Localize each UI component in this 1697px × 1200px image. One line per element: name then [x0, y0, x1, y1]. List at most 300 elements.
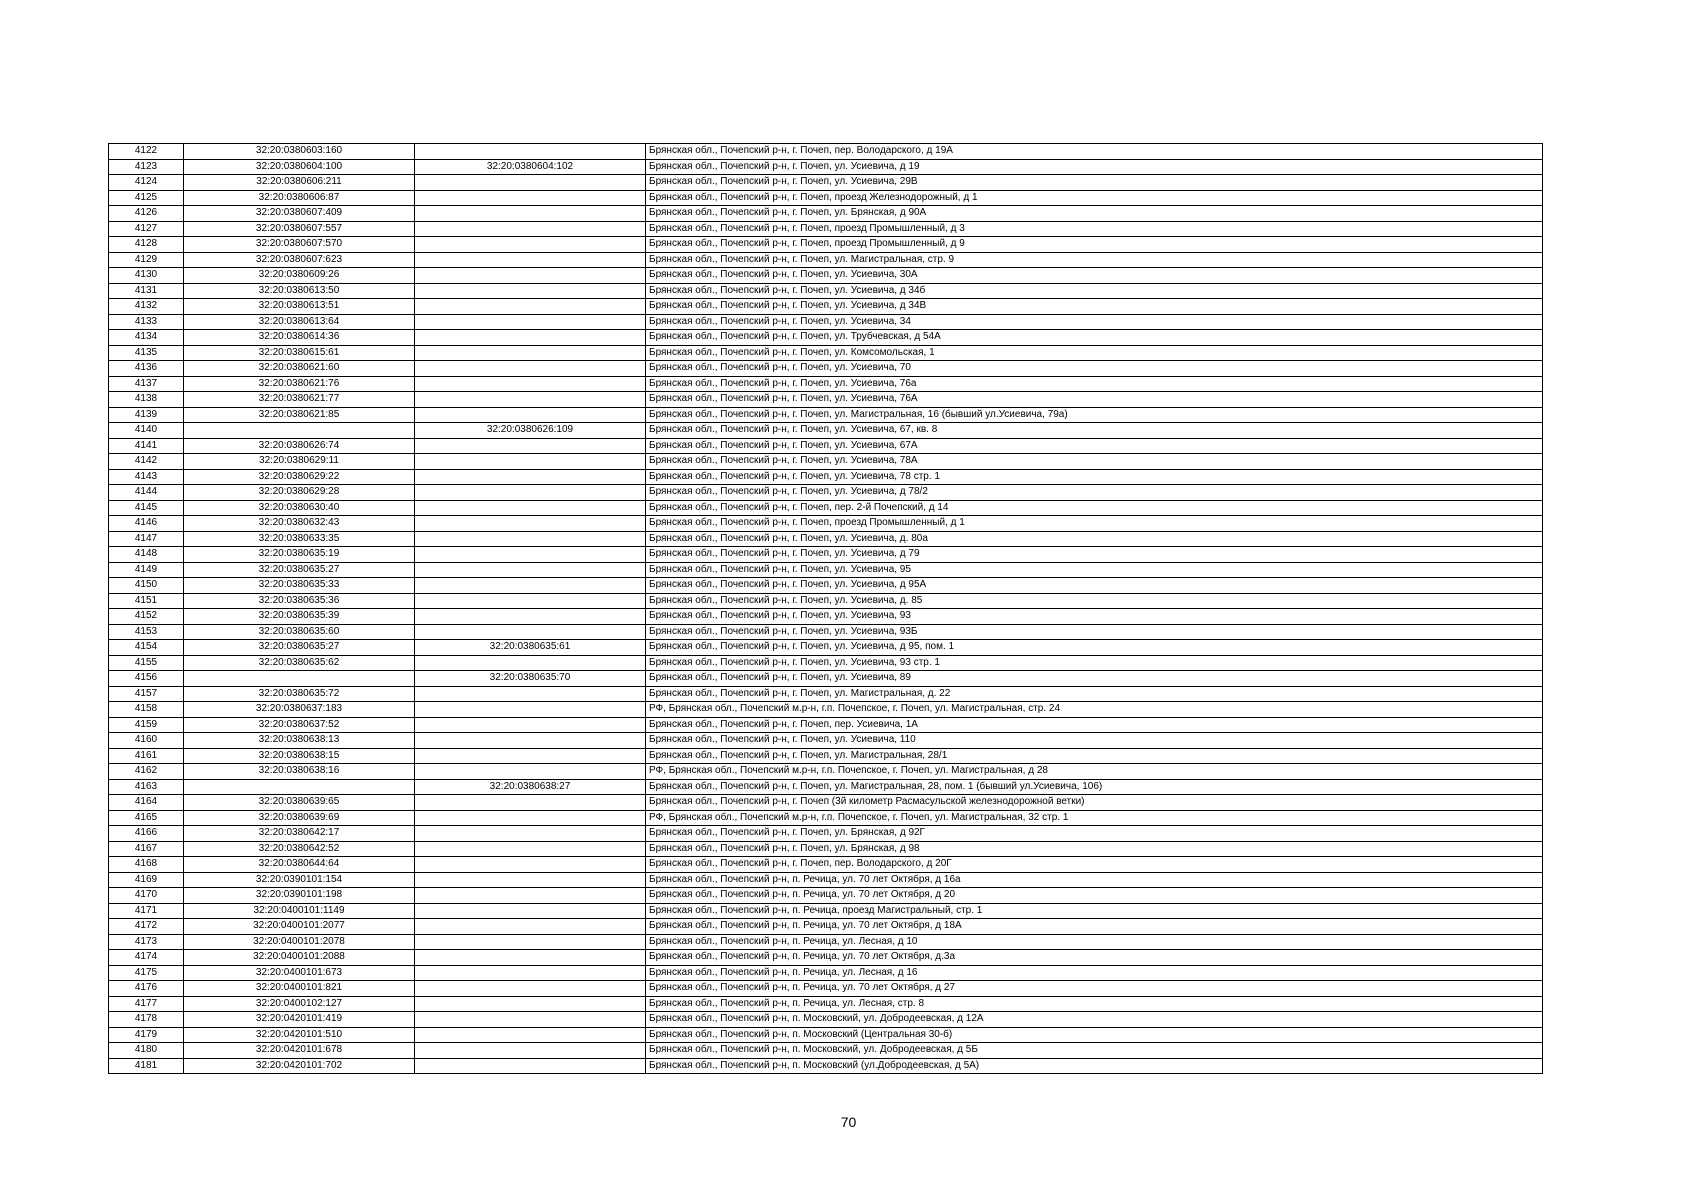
table-row	[109, 779, 1543, 795]
address-cell: Брянская обл., Почепский р-н, г. Почеп, ул. Усиевича, д 79	[646, 547, 1543, 563]
cadastral-number-cell: 32:20:0380629:11	[184, 454, 415, 470]
cadastral-number-cell: 32:20:0380607:623	[184, 252, 415, 268]
table-row	[109, 392, 1543, 408]
table-row	[109, 407, 1543, 423]
table-row	[109, 981, 1543, 997]
cadastral-number-cell	[184, 423, 415, 439]
cadastral-number-cell: 32:20:0380615:61	[184, 345, 415, 361]
related-cadastral-number-cell	[415, 392, 646, 408]
address-cell: Брянская обл., Почепский р-н, п. Речица, ул. Лесная, д 10	[646, 934, 1543, 950]
table-row	[109, 655, 1543, 671]
address-cell: Брянская обл., Почепский р-н, г. Почеп, ул. Комсомольская, 1	[646, 345, 1543, 361]
address-cell: Брянская обл., Почепский р-н, г. Почеп, ул. Усиевича, д 78/2	[646, 485, 1543, 501]
table-row	[109, 640, 1543, 656]
table-row	[109, 531, 1543, 547]
table-row	[109, 314, 1543, 330]
related-cadastral-number-cell	[415, 624, 646, 640]
table-row	[109, 733, 1543, 749]
cadastral-number-cell: 32:20:0380635:72	[184, 686, 415, 702]
cadastral-number-cell: 32:20:0380613:51	[184, 299, 415, 315]
table-row	[109, 516, 1543, 532]
cadastral-number-cell: 32:20:0380635:33	[184, 578, 415, 594]
cadastral-number-cell: 32:20:0380637:52	[184, 717, 415, 733]
cadastral-number-cell: 32:20:0380607:409	[184, 206, 415, 222]
row-number-cell: 4159	[109, 717, 184, 733]
address-cell: Брянская обл., Почепский р-н, п. Московский, ул. Добродеевская, д 12А	[646, 1012, 1543, 1028]
cadastral-number-cell: 32:20:0390101:198	[184, 888, 415, 904]
cadastral-number-cell: 32:20:0420101:419	[184, 1012, 415, 1028]
row-number-cell: 4180	[109, 1043, 184, 1059]
table-row	[109, 593, 1543, 609]
table-row	[109, 950, 1543, 966]
cadastral-number-cell: 32:20:0400101:2077	[184, 919, 415, 935]
table-row	[109, 965, 1543, 981]
cadastral-number-cell: 32:20:0400101:2078	[184, 934, 415, 950]
table-row	[109, 237, 1543, 253]
table-row	[109, 206, 1543, 222]
related-cadastral-number-cell	[415, 438, 646, 454]
related-cadastral-number-cell	[415, 469, 646, 485]
row-number-cell: 4136	[109, 361, 184, 377]
related-cadastral-number-cell	[415, 841, 646, 857]
cadastral-number-cell: 32:20:0380642:52	[184, 841, 415, 857]
address-cell: Брянская обл., Почепский р-н, г. Почеп, ул. Усиевича, 93Б	[646, 624, 1543, 640]
address-cell: Брянская обл., Почепский р-н, г. Почеп, ул. Магистральная, 28, пом. 1 (бывший ул.Усиевича, 106)	[646, 779, 1543, 795]
cadastral-number-cell: 32:20:0380621:60	[184, 361, 415, 377]
cadastral-number-cell: 32:20:0380635:62	[184, 655, 415, 671]
row-number-cell: 4143	[109, 469, 184, 485]
table-row	[109, 190, 1543, 206]
address-cell: Брянская обл., Почепский р-н, г. Почеп, ул. Усиевича, д 95А	[646, 578, 1543, 594]
address-cell: Брянская обл., Почепский р-н, г. Почеп, ул. Брянская, д 90А	[646, 206, 1543, 222]
row-number-cell: 4169	[109, 872, 184, 888]
cadastral-number-cell: 32:20:0380638:15	[184, 748, 415, 764]
address-cell: РФ, Брянская обл., Почепский м.р-н, г.п. Почепское, г. Почеп, ул. Магистральная, д 28	[646, 764, 1543, 780]
cadastral-number-cell: 32:20:0380635:60	[184, 624, 415, 640]
row-number-cell: 4172	[109, 919, 184, 935]
table-row	[109, 345, 1543, 361]
related-cadastral-number-cell	[415, 655, 646, 671]
related-cadastral-number-cell	[415, 857, 646, 873]
row-number-cell: 4163	[109, 779, 184, 795]
address-cell: Брянская обл., Почепский р-н, г. Почеп, ул. Усиевича, 67, кв. 8	[646, 423, 1543, 439]
row-number-cell: 4135	[109, 345, 184, 361]
related-cadastral-number-cell: 32:20:0380635:61	[415, 640, 646, 656]
address-cell: Брянская обл., Почепский р-н, г. Почеп, ул. Усиевича, 93	[646, 609, 1543, 625]
related-cadastral-number-cell	[415, 764, 646, 780]
cadastral-number-cell: 32:20:0380621:76	[184, 376, 415, 392]
address-cell: Брянская обл., Почепский р-н, п. Московский (ул.Добродеевская, д 5А)	[646, 1058, 1543, 1074]
table-row	[109, 857, 1543, 873]
cadastral-number-cell: 32:20:0380635:27	[184, 640, 415, 656]
address-cell: Брянская обл., Почепский р-н, п. Речица, ул. 70 лет Октября, д.3а	[646, 950, 1543, 966]
address-cell: Брянская обл., Почепский р-н, п. Речица, ул. 70 лет Октября, д 16а	[646, 872, 1543, 888]
related-cadastral-number-cell	[415, 1058, 646, 1074]
table-row	[109, 609, 1543, 625]
related-cadastral-number-cell	[415, 981, 646, 997]
address-cell: Брянская обл., Почепский р-н, п. Московский (Центральная 30-б)	[646, 1027, 1543, 1043]
row-number-cell: 4157	[109, 686, 184, 702]
cadastral-number-cell	[184, 671, 415, 687]
related-cadastral-number-cell	[415, 516, 646, 532]
cadastral-number-cell: 32:20:0380629:28	[184, 485, 415, 501]
related-cadastral-number-cell	[415, 1027, 646, 1043]
table-row	[109, 376, 1543, 392]
row-number-cell: 4140	[109, 423, 184, 439]
row-number-cell: 4149	[109, 562, 184, 578]
row-number-cell: 4144	[109, 485, 184, 501]
row-number-cell: 4151	[109, 593, 184, 609]
row-number-cell: 4158	[109, 702, 184, 718]
table-row	[109, 671, 1543, 687]
cadastral-number-cell: 32:20:0380637:183	[184, 702, 415, 718]
related-cadastral-number-cell	[415, 345, 646, 361]
row-number-cell: 4127	[109, 221, 184, 237]
row-number-cell: 4141	[109, 438, 184, 454]
row-number-cell: 4132	[109, 299, 184, 315]
related-cadastral-number-cell	[415, 252, 646, 268]
row-number-cell: 4122	[109, 144, 184, 160]
row-number-cell: 4160	[109, 733, 184, 749]
address-cell: Брянская обл., Почепский р-н, г. Почеп, ул. Усиевича, 89	[646, 671, 1543, 687]
related-cadastral-number-cell	[415, 795, 646, 811]
row-number-cell: 4165	[109, 810, 184, 826]
cadastral-number-cell: 32:20:0380639:65	[184, 795, 415, 811]
table-row	[109, 795, 1543, 811]
row-number-cell: 4130	[109, 268, 184, 284]
address-cell: Брянская обл., Почепский р-н, г. Почеп, пер. 2-й Почепский, д 14	[646, 500, 1543, 516]
address-cell: Брянская обл., Почепский р-н, г. Почеп, ул. Усиевича, 95	[646, 562, 1543, 578]
related-cadastral-number-cell	[415, 221, 646, 237]
table-row	[109, 423, 1543, 439]
row-number-cell: 4134	[109, 330, 184, 346]
related-cadastral-number-cell	[415, 485, 646, 501]
registry-table	[108, 143, 1543, 1074]
row-number-cell: 4137	[109, 376, 184, 392]
related-cadastral-number-cell	[415, 547, 646, 563]
address-cell: Брянская обл., Почепский р-н, г. Почеп, ул. Магистральная, стр. 9	[646, 252, 1543, 268]
table-row	[109, 841, 1543, 857]
table-row	[109, 748, 1543, 764]
address-cell: Брянская обл., Почепский р-н, г. Почеп, ул. Усиевича, 67А	[646, 438, 1543, 454]
related-cadastral-number-cell	[415, 283, 646, 299]
row-number-cell: 4138	[109, 392, 184, 408]
table-row	[109, 547, 1543, 563]
related-cadastral-number-cell	[415, 175, 646, 191]
table-row	[109, 438, 1543, 454]
related-cadastral-number-cell	[415, 810, 646, 826]
row-number-cell: 4178	[109, 1012, 184, 1028]
related-cadastral-number-cell	[415, 888, 646, 904]
row-number-cell: 4168	[109, 857, 184, 873]
table-row	[109, 903, 1543, 919]
cadastral-number-cell: 32:20:0400101:821	[184, 981, 415, 997]
row-number-cell: 4128	[109, 237, 184, 253]
address-cell: Брянская обл., Почепский р-н, г. Почеп, ул. Усиевича, 76А	[646, 392, 1543, 408]
related-cadastral-number-cell	[415, 144, 646, 160]
address-cell: Брянская обл., Почепский р-н, г. Почеп, ул. Усиевича, д 19	[646, 159, 1543, 175]
related-cadastral-number-cell	[415, 268, 646, 284]
related-cadastral-number-cell	[415, 531, 646, 547]
table-row	[109, 283, 1543, 299]
table-row	[109, 717, 1543, 733]
address-cell: Брянская обл., Почепский р-н, г. Почеп, ул. Брянская, д 98	[646, 841, 1543, 857]
row-number-cell: 4133	[109, 314, 184, 330]
address-cell: Брянская обл., Почепский р-н, г. Почеп, ул. Усиевича, 78А	[646, 454, 1543, 470]
address-cell: Брянская обл., Почепский р-н, г. Почеп, пер. Усиевича, 1А	[646, 717, 1543, 733]
address-cell: Брянская обл., Почепский р-н, г. Почеп, пер. Володарского, д 20Г	[646, 857, 1543, 873]
row-number-cell: 4131	[109, 283, 184, 299]
row-number-cell: 4179	[109, 1027, 184, 1043]
table-row	[109, 221, 1543, 237]
table-row	[109, 919, 1543, 935]
address-cell: Брянская обл., Почепский р-н, г. Почеп, проезд Промышленный, д 1	[646, 516, 1543, 532]
cadastral-number-cell: 32:20:0380638:16	[184, 764, 415, 780]
address-cell: Брянская обл., Почепский р-н, г. Почеп, ул. Усиевича, д 34б	[646, 283, 1543, 299]
row-number-cell: 4155	[109, 655, 184, 671]
row-number-cell: 4142	[109, 454, 184, 470]
row-number-cell: 4145	[109, 500, 184, 516]
cadastral-number-cell: 32:20:0420101:510	[184, 1027, 415, 1043]
related-cadastral-number-cell: 32:20:0380638:27	[415, 779, 646, 795]
cadastral-number-cell: 32:20:0380606:87	[184, 190, 415, 206]
cadastral-number-cell: 32:20:0380613:64	[184, 314, 415, 330]
cadastral-number-cell: 32:20:0390101:154	[184, 872, 415, 888]
address-cell: Брянская обл., Почепский р-н, п. Речица, ул. 70 лет Октября, д 27	[646, 981, 1543, 997]
cadastral-number-cell: 32:20:0400101:1149	[184, 903, 415, 919]
row-number-cell: 4123	[109, 159, 184, 175]
address-cell: Брянская обл., Почепский р-н, п. Речица, проезд Магистральный, стр. 1	[646, 903, 1543, 919]
table-row	[109, 826, 1543, 842]
cadastral-number-cell: 32:20:0380629:22	[184, 469, 415, 485]
related-cadastral-number-cell	[415, 314, 646, 330]
address-cell: Брянская обл., Почепский р-н, г. Почеп, ул. Трубчевская, д 54А	[646, 330, 1543, 346]
cadastral-number-cell: 32:20:0400102:127	[184, 996, 415, 1012]
table-row	[109, 361, 1543, 377]
table-row	[109, 159, 1543, 175]
related-cadastral-number-cell	[415, 934, 646, 950]
related-cadastral-number-cell: 32:20:0380626:109	[415, 423, 646, 439]
table-row	[109, 175, 1543, 191]
row-number-cell: 4161	[109, 748, 184, 764]
address-cell: Брянская обл., Почепский р-н, г. Почеп, ул. Усиевича, д 34В	[646, 299, 1543, 315]
address-cell: Брянская обл., Почепский р-н, г. Почеп, ул. Усиевича, 78 стр. 1	[646, 469, 1543, 485]
cadastral-number-cell: 32:20:0380613:50	[184, 283, 415, 299]
table-row	[109, 1043, 1543, 1059]
related-cadastral-number-cell	[415, 361, 646, 377]
cadastral-number-cell: 32:20:0420101:678	[184, 1043, 415, 1059]
row-number-cell: 4162	[109, 764, 184, 780]
address-cell: РФ, Брянская обл., Почепский м.р-н, г.п. Почепское, г. Почеп, ул. Магистральная, стр. 24	[646, 702, 1543, 718]
cadastral-number-cell	[184, 779, 415, 795]
address-cell: Брянская обл., Почепский р-н, г. Почеп, ул. Усиевича, 93 стр. 1	[646, 655, 1543, 671]
row-number-cell: 4181	[109, 1058, 184, 1074]
row-number-cell: 4166	[109, 826, 184, 842]
table-row	[109, 330, 1543, 346]
related-cadastral-number-cell	[415, 578, 646, 594]
related-cadastral-number-cell	[415, 748, 646, 764]
cadastral-number-cell: 32:20:0380603:160	[184, 144, 415, 160]
address-cell: РФ, Брянская обл., Почепский м.р-н, г.п. Почепское, г. Почеп, ул. Магистральная, 32 стр. 1	[646, 810, 1543, 826]
row-number-cell: 4125	[109, 190, 184, 206]
row-number-cell: 4173	[109, 934, 184, 950]
table-row	[109, 578, 1543, 594]
cadastral-number-cell: 32:20:0380604:100	[184, 159, 415, 175]
table-row	[109, 500, 1543, 516]
table-row	[109, 872, 1543, 888]
table-row	[109, 485, 1543, 501]
cadastral-number-cell: 32:20:0380609:26	[184, 268, 415, 284]
table-row	[109, 299, 1543, 315]
address-cell: Брянская обл., Почепский р-н, г. Почеп, ул. Магистральная, д. 22	[646, 686, 1543, 702]
table-row	[109, 562, 1543, 578]
address-cell: Брянская обл., Почепский р-н, г. Почеп, ул. Усиевича, 110	[646, 733, 1543, 749]
row-number-cell: 4171	[109, 903, 184, 919]
row-number-cell: 4156	[109, 671, 184, 687]
address-cell: Брянская обл., Почепский р-н, п. Речица, ул. 70 лет Октября, д 18А	[646, 919, 1543, 935]
row-number-cell: 4154	[109, 640, 184, 656]
table-row	[109, 469, 1543, 485]
related-cadastral-number-cell	[415, 500, 646, 516]
related-cadastral-number-cell	[415, 872, 646, 888]
row-number-cell: 4176	[109, 981, 184, 997]
related-cadastral-number-cell	[415, 733, 646, 749]
address-cell: Брянская обл., Почепский р-н, г. Почеп, пер. Володарского, д 19А	[646, 144, 1543, 160]
related-cadastral-number-cell	[415, 330, 646, 346]
related-cadastral-number-cell	[415, 376, 646, 392]
cadastral-number-cell: 32:20:0380607:557	[184, 221, 415, 237]
cadastral-number-cell: 32:20:0380642:17	[184, 826, 415, 842]
table-row	[109, 624, 1543, 640]
cadastral-number-cell: 32:20:0380635:39	[184, 609, 415, 625]
cadastral-number-cell: 32:20:0380638:13	[184, 733, 415, 749]
cadastral-number-cell: 32:20:0380626:74	[184, 438, 415, 454]
address-cell: Брянская обл., Почепский р-н, г. Почеп, проезд Промышленный, д 9	[646, 237, 1543, 253]
address-cell: Брянская обл., Почепский р-н, п. Московский, ул. Добродеевская, д 5Б	[646, 1043, 1543, 1059]
page-number: 70	[840, 1114, 857, 1130]
related-cadastral-number-cell: 32:20:0380635:70	[415, 671, 646, 687]
table-row	[109, 268, 1543, 284]
related-cadastral-number-cell	[415, 702, 646, 718]
related-cadastral-number-cell	[415, 996, 646, 1012]
registry-table-body	[109, 144, 1543, 1074]
cadastral-number-cell: 32:20:0380635:27	[184, 562, 415, 578]
address-cell: Брянская обл., Почепский р-н, г. Почеп, ул. Усиевича, 34	[646, 314, 1543, 330]
related-cadastral-number-cell	[415, 1012, 646, 1028]
table-row	[109, 702, 1543, 718]
related-cadastral-number-cell	[415, 454, 646, 470]
row-number-cell: 4177	[109, 996, 184, 1012]
table-row	[109, 996, 1543, 1012]
related-cadastral-number-cell	[415, 299, 646, 315]
table-row	[109, 764, 1543, 780]
cadastral-number-cell: 32:20:0380607:570	[184, 237, 415, 253]
related-cadastral-number-cell	[415, 919, 646, 935]
table-row	[109, 252, 1543, 268]
row-number-cell: 4164	[109, 795, 184, 811]
related-cadastral-number-cell	[415, 965, 646, 981]
address-cell: Брянская обл., Почепский р-н, г. Почеп, ул. Усиевича, д 95, пом. 1	[646, 640, 1543, 656]
cadastral-number-cell: 32:20:0380606:211	[184, 175, 415, 191]
row-number-cell: 4124	[109, 175, 184, 191]
address-cell: Брянская обл., Почепский р-н, г. Почеп, ул. Усиевича, д. 80а	[646, 531, 1543, 547]
row-number-cell: 4148	[109, 547, 184, 563]
address-cell: Брянская обл., Почепский р-н, п. Речица, ул. Лесная, стр. 8	[646, 996, 1543, 1012]
cadastral-number-cell: 32:20:0380633:35	[184, 531, 415, 547]
table-row	[109, 934, 1543, 950]
table-row	[109, 888, 1543, 904]
address-cell: Брянская обл., Почепский р-н, г. Почеп, ул. Усиевича, д. 85	[646, 593, 1543, 609]
related-cadastral-number-cell	[415, 950, 646, 966]
row-number-cell: 4153	[109, 624, 184, 640]
cadastral-number-cell: 32:20:0380632:43	[184, 516, 415, 532]
table-row	[109, 1058, 1543, 1074]
cadastral-number-cell: 32:20:0380630:40	[184, 500, 415, 516]
related-cadastral-number-cell	[415, 1043, 646, 1059]
cadastral-number-cell: 32:20:0380644:64	[184, 857, 415, 873]
related-cadastral-number-cell	[415, 190, 646, 206]
related-cadastral-number-cell	[415, 593, 646, 609]
cadastral-number-cell: 32:20:0420101:702	[184, 1058, 415, 1074]
table-row	[109, 686, 1543, 702]
related-cadastral-number-cell	[415, 407, 646, 423]
table-row	[109, 1027, 1543, 1043]
address-cell: Брянская обл., Почепский р-н, г. Почеп, ул. Усиевича, 76а	[646, 376, 1543, 392]
row-number-cell: 4150	[109, 578, 184, 594]
related-cadastral-number-cell	[415, 717, 646, 733]
table-row	[109, 144, 1543, 160]
table-row	[109, 810, 1543, 826]
address-cell: Брянская обл., Почепский р-н, г. Почеп, проезд Железнодорожный, д 1	[646, 190, 1543, 206]
row-number-cell: 4146	[109, 516, 184, 532]
address-cell: Брянская обл., Почепский р-н, г. Почеп, ул. Усиевича, 29В	[646, 175, 1543, 191]
row-number-cell: 4147	[109, 531, 184, 547]
address-cell: Брянская обл., Почепский р-н, г. Почеп, ул. Брянская, д 92Г	[646, 826, 1543, 842]
cadastral-number-cell: 32:20:0400101:673	[184, 965, 415, 981]
related-cadastral-number-cell	[415, 826, 646, 842]
related-cadastral-number-cell	[415, 206, 646, 222]
related-cadastral-number-cell	[415, 903, 646, 919]
related-cadastral-number-cell	[415, 686, 646, 702]
address-cell: Брянская обл., Почепский р-н, г. Почеп (3й километр Расмасульской железнодорожной ветки)	[646, 795, 1543, 811]
address-cell: Брянская обл., Почепский р-н, г. Почеп, ул. Усиевича, 70	[646, 361, 1543, 377]
row-number-cell: 4175	[109, 965, 184, 981]
address-cell: Брянская обл., Почепский р-н, п. Речица, ул. Лесная, д 16	[646, 965, 1543, 981]
address-cell: Брянская обл., Почепский р-н, г. Почеп, проезд Промышленный, д 3	[646, 221, 1543, 237]
cadastral-number-cell: 32:20:0380635:19	[184, 547, 415, 563]
cadastral-number-cell: 32:20:0380639:69	[184, 810, 415, 826]
related-cadastral-number-cell	[415, 237, 646, 253]
cadastral-number-cell: 32:20:0380621:77	[184, 392, 415, 408]
table-row	[109, 1012, 1543, 1028]
cadastral-number-cell: 32:20:0400101:2088	[184, 950, 415, 966]
address-cell: Брянская обл., Почепский р-н, п. Речица, ул. 70 лет Октября, д 20	[646, 888, 1543, 904]
cadastral-number-cell: 32:20:0380635:36	[184, 593, 415, 609]
row-number-cell: 4139	[109, 407, 184, 423]
related-cadastral-number-cell	[415, 562, 646, 578]
related-cadastral-number-cell: 32:20:0380604:102	[415, 159, 646, 175]
row-number-cell: 4170	[109, 888, 184, 904]
cadastral-number-cell: 32:20:0380621:85	[184, 407, 415, 423]
row-number-cell: 4167	[109, 841, 184, 857]
row-number-cell: 4152	[109, 609, 184, 625]
row-number-cell: 4174	[109, 950, 184, 966]
address-cell: Брянская обл., Почепский р-н, г. Почеп, ул. Магистральная, 28/1	[646, 748, 1543, 764]
row-number-cell: 4126	[109, 206, 184, 222]
table-row	[109, 454, 1543, 470]
row-number-cell: 4129	[109, 252, 184, 268]
address-cell: Брянская обл., Почепский р-н, г. Почеп, ул. Усиевича, 30А	[646, 268, 1543, 284]
